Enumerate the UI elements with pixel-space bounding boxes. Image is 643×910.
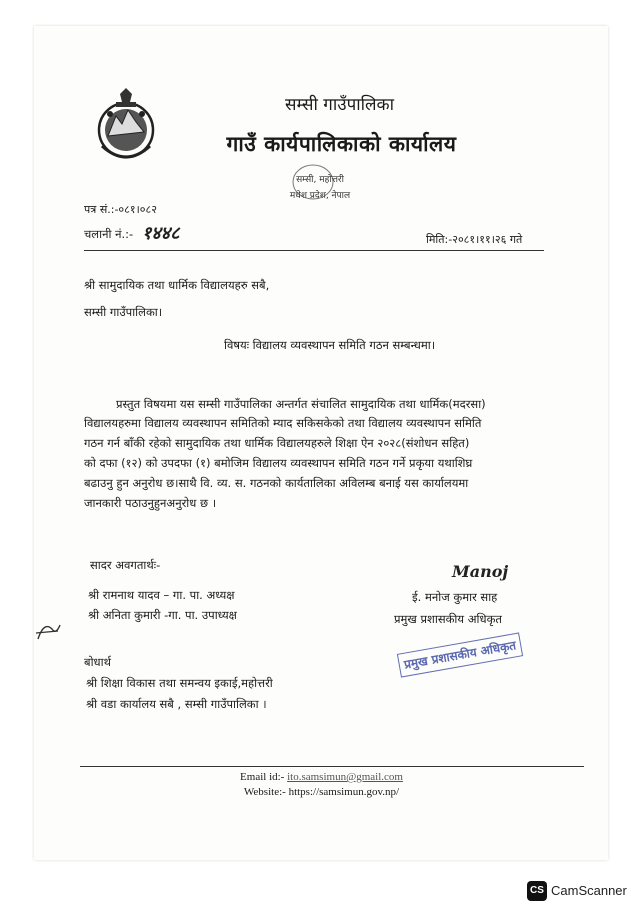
office-name: गाउँ कार्यपालिकाको कार्यालय: [226, 132, 457, 156]
camscanner-watermark: CamScanner: [551, 883, 627, 898]
subject-line: विषयः विद्यालय व्यवस्थापन समिति गठन सम्बन्धमा।: [224, 338, 436, 352]
body-line-5: बढाउनु हुन अनुरोध छ।साथै वि. व्य. स. गठनको कार्यतालिका अविलम्ब बनाई यस कार्यालयमा: [84, 476, 469, 490]
cc-item-2: श्री अनिता कुमारी -गा. पा. उपाध्यक्ष: [88, 608, 237, 622]
chalani-label: चलानी नं.:-: [84, 227, 134, 241]
bodhartha-item-1: श्री शिक्षा विकास तथा समन्वय इकाई,महोत्तरी: [86, 676, 273, 690]
official-stamp: प्रमुख प्रशासकीय अधिकृत: [397, 632, 523, 677]
website-label: Website:-: [243, 786, 286, 798]
bodhartha-label: बोधार्थ: [84, 655, 111, 669]
header-divider: [84, 250, 544, 251]
website-link[interactable]: https://samsimun.gov.np/: [288, 786, 400, 798]
letter-date: मिति:-२०८१।११।२६ गते: [426, 233, 523, 246]
patra-sankhya: पत्र सं.:-०८१।०८२: [84, 203, 157, 216]
pen-mark-icon: [34, 615, 64, 645]
municipality-name: सम्सी गाउँपालिका: [284, 95, 395, 115]
signature: Manoj: [452, 562, 509, 581]
office-seal-icon: [278, 160, 348, 210]
body-line-3: गठन गर्न बाँकी रहेको सामुदायिक तथा धार्मिक विद्यालयहरुले शिक्षा ऐन २०२८(संशोधन सहित): [84, 436, 470, 450]
body-line-2: विद्यालयहरुमा विद्यालय व्यवस्थापन समितिको म्याद सकिसकेको तथा विद्यालय व्यवस्थापन समिति: [84, 416, 482, 430]
bodhartha-item-2: श्री वडा कार्यालय सबै , सम्सी गाउँपालिका ।: [86, 697, 267, 711]
email-link[interactable]: ito.samsimun@gmail.com: [287, 771, 403, 783]
address-line-1: सम्सी, महोत्तरी: [296, 175, 344, 185]
recipient-line-1: श्री सामुदायिक तथा धार्मिक विद्यालयहरु सबै,: [84, 278, 270, 292]
body-line-6: जानकारी पठाउनुहुनअनुरोध छ ।: [84, 496, 217, 510]
recipient-line-2: सम्सी गाउँपालिका।: [84, 305, 163, 319]
footer-divider: [80, 766, 584, 767]
chalani-number-handwritten: १४४८: [142, 223, 180, 244]
cc-label: सादर अवगतार्थः-: [90, 558, 161, 572]
email-label: Email id:-: [240, 771, 285, 783]
footer-website-row: [0, 786, 643, 798]
address-line-2: मधेश प्रदेश, नेपाल: [289, 191, 351, 201]
body-line-4: को दफा (१२) को उपदफा (१) बमोजिम विद्यालय व्यवस्थापन समिति गठन गर्ने प्रकृया यथाशिघ्र: [84, 456, 473, 470]
signatory-title: प्रमुख प्रशासकीय अधिकृत: [394, 612, 502, 626]
body-line-1: प्रस्तुत विषयमा यस सम्सी गाउँपालिका अन्तर्गत संचालित सामुदायिक तथा धार्मिक(मदरसा): [116, 397, 486, 411]
signatory-name: ई. मनोज कुमार साह: [412, 590, 498, 604]
footer-email-row: [0, 771, 643, 783]
cc-item-1: श्री रामनाथ यादव – गा. पा. अध्यक्ष: [88, 588, 235, 602]
camscanner-logo-icon: CS: [527, 881, 547, 901]
